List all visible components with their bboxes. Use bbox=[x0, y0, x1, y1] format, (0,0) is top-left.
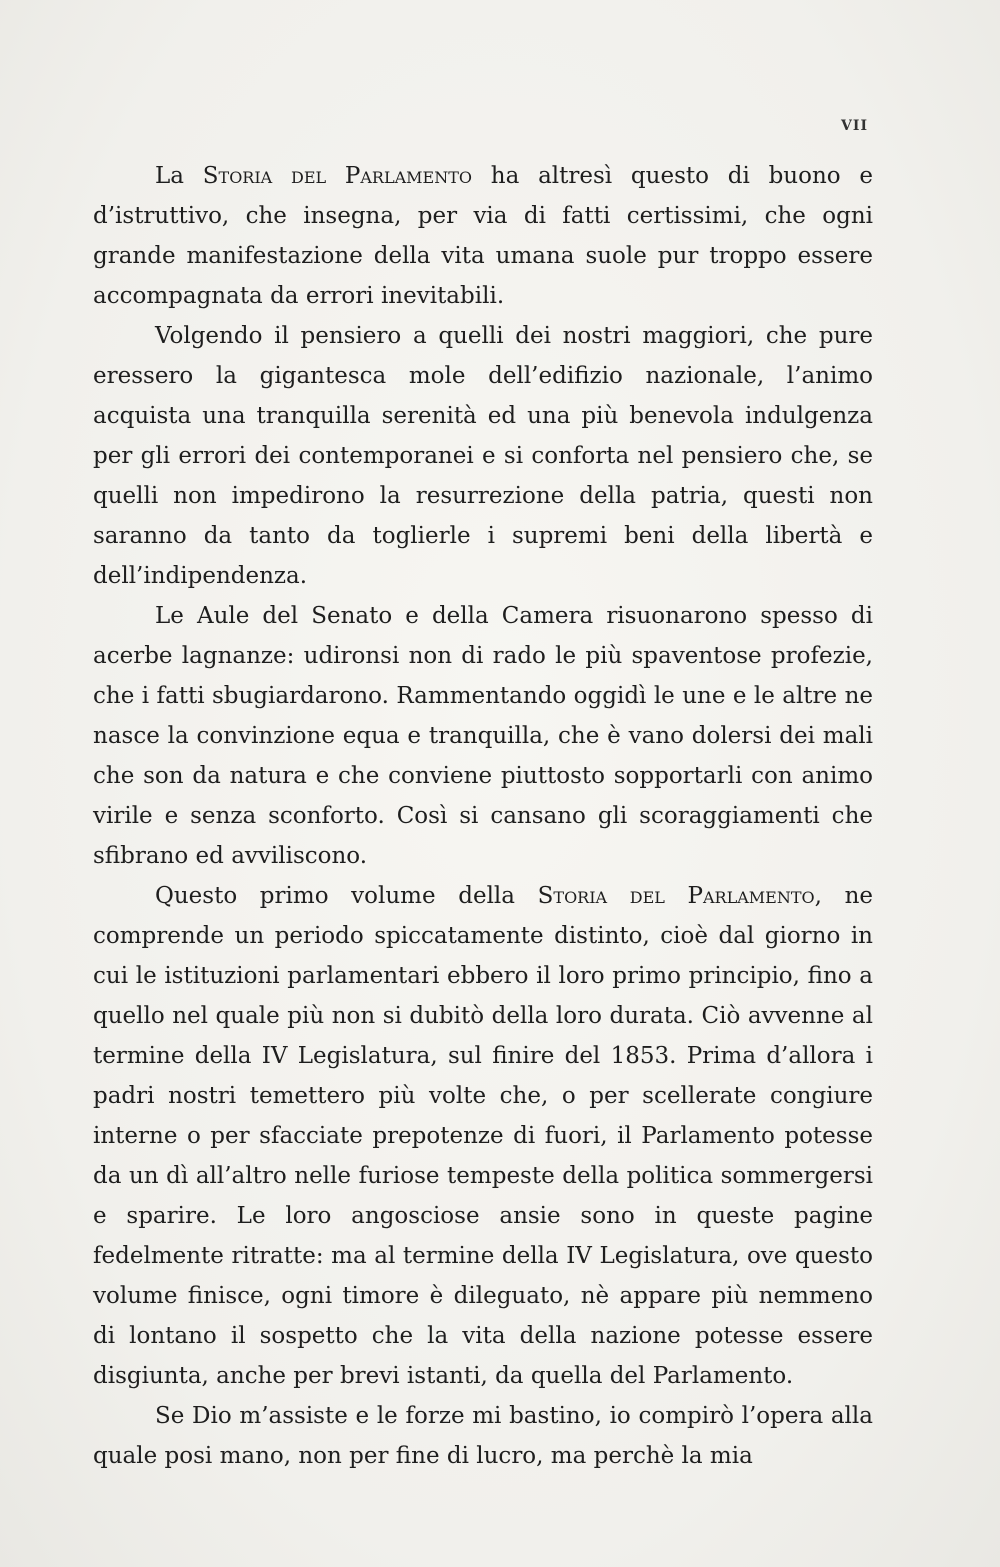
book-title-smallcaps: Storia del Parlamento bbox=[202, 163, 473, 189]
paragraph-1-pre: La bbox=[155, 163, 203, 189]
paragraph-2: Volgendo il pensiero a quelli dei nostri maggiori, che pure eressero la gigantesca mole dell’edifizio nazionale, l’animo acquista una tranquilla serenità ed una più benevola indulgenza per gli errori dei contemporanei e si conforta nel pensiero che, se quelli non impedirono la resurrezione della patria, questi non saranno da tanto da toglierle i supremi beni della libertà e dell’indipendenza. bbox=[93, 323, 873, 589]
body-text bbox=[93, 156, 873, 1476]
paragraph-1 bbox=[93, 156, 873, 316]
book-title-smallcaps: Storia del Parlamento bbox=[537, 883, 815, 909]
paragraph-4-pre: Questo primo volume della bbox=[155, 883, 538, 909]
page-number: VII bbox=[841, 118, 868, 134]
paragraph-3: Le Aule del Senato e della Camera risuonarono spesso di acerbe lagnanze: udironsi non di rado le più spaventose profezie, che i fatti sbugiardarono. Rammentando oggidì le une e le altre ne nasce la convinzione equa e tranquilla, che è vano dolersi dei mali che son da natura e che conviene piuttosto sopportarli con animo virile e senza sconforto. Così si cansano gli scoraggiamenti che sfibrano ed avviliscono. bbox=[93, 603, 873, 869]
paragraph-4 bbox=[93, 876, 873, 1396]
paragraph-1-rest: ha altresì questo di buono e d’istruttivo, che insegna, per via di fatti certissimi, che ogni grande manifestazione della vita umana suole pur troppo essere accompagnata da errori inevitabili. bbox=[93, 163, 873, 309]
paragraph-4-rest: , ne comprende un periodo spiccatamente distinto, cioè dal giorno in cui le istituzioni parlamentari ebbero il loro primo principio, fino a quello nel quale più non si dubitò della loro durata. Ciò avvenne al termine della IV Legislatura, sul finire del 1853. Prima d’allora i padri nostri temettero più volte che, o per scellerate congiure interne o per sfacciate prepotenze di fuori, il Parlamento potesse da un dì all’altro nelle furiose tempeste della politica sommergersi e sparire. Le loro angosciose ansie sono in queste pagine fedelmente ritratte: ma al termine della IV Legislatura, ove questo volume finisce, ogni timore è dileguato, nè appare più nemmeno di lontano il sospetto che la vita della nazione potesse essere disgiunta, anche per brevi istanti, da quella del Parlamento. bbox=[93, 883, 873, 1389]
paragraph-5: Se Dio m’assiste e le forze mi bastino, io compirò l’opera alla quale posi mano, non per fine di lucro, ma perchè la mia bbox=[93, 1403, 873, 1469]
